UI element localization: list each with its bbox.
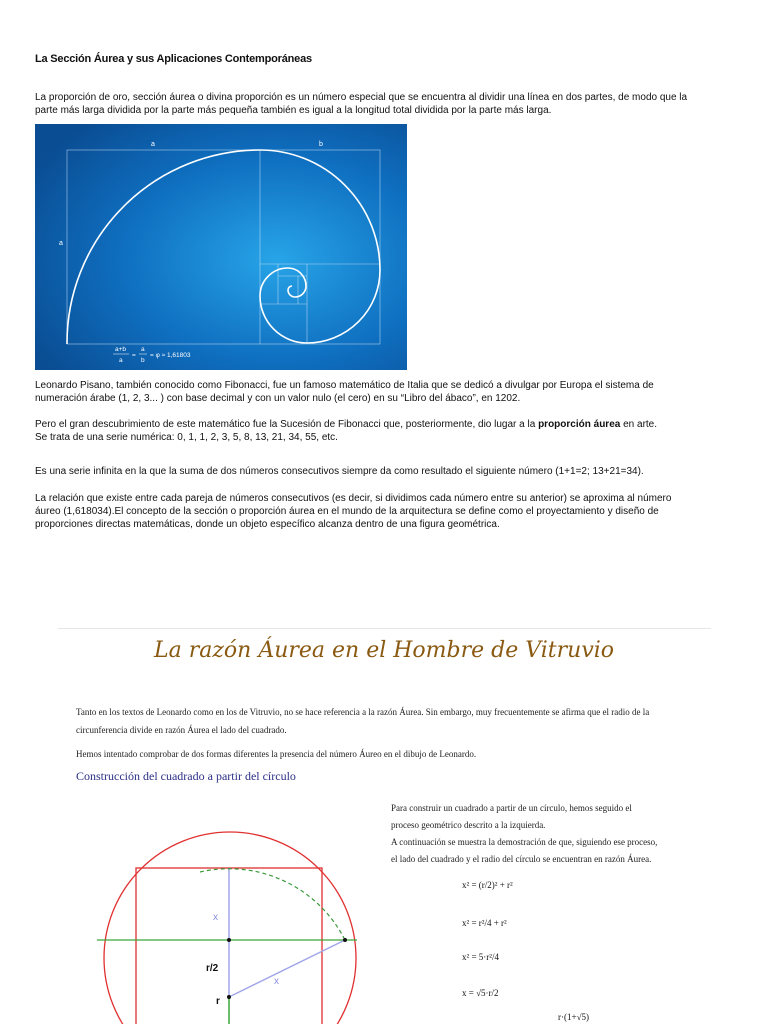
construction-description: [391, 800, 677, 868]
fibonacci-paragraph: [35, 379, 740, 405]
formula-eq-1: =: [132, 352, 136, 359]
vitruvio-text-3: Hemos intentado comprobar de dos formas diferentes la presencia del número Áureo en el dibujo de Leonardo.: [76, 749, 477, 759]
ratio-line-2: áureo (1,618034).El concepto de la sección o proporción áurea en el mundo de la arquitectura se define como el proyectamiento y diseño de: [35, 506, 659, 517]
vitruvio-intro: [76, 703, 696, 739]
intro-line-1: La proporción de oro, sección áurea o divina proporción es un número especial que se encuentra al dividir una línea en dos partes, de modo que la: [35, 92, 688, 103]
vitruvio-line-1: Tanto en los textos de Leonardo como en los de Vitruvio, no se hace referencia a la razón Áurea. Sin embargo, muy frecuentemente se afirma que el radio de la: [76, 707, 650, 717]
label-r-half: r/2: [206, 963, 219, 974]
bold-phrase: proporción áurea: [538, 419, 621, 430]
sequence-line-1: Pero el gran descubrimiento de este matemático fue la Sucesión de Fibonacci que, posteriormente, dio lugar a la proporción áurea en arte.: [35, 419, 658, 430]
formula-3: x² = 5·r²/4: [462, 952, 499, 962]
desc-line-4: el lado del cuadrado y el radio del círculo se encuentran en razón Áurea.: [391, 854, 652, 864]
formula-num-1: a+b: [115, 346, 127, 353]
fibonacci-line-1: Leonardo Pisano, también conocido como Fibonacci, fue un famoso matemático de Italia que se dedicó a divulgar por Europa el sistema de: [35, 380, 654, 391]
label-x-1: x: [213, 912, 218, 923]
desc-line-3: A continuación se muestra la demostración de que, siguiendo ese proceso,: [391, 837, 658, 847]
formula-2: x² = r²/4 + r²: [462, 918, 507, 928]
formula-5: r·(1+√5): [558, 1012, 590, 1022]
ratio-paragraph: [35, 492, 740, 531]
vitruvio-title: La razón Áurea en el Hombre de Vitruvio: [153, 638, 615, 663]
desc-line-2: proceso geométrico descrito a la izquierda.: [391, 820, 546, 830]
label-a-top: a: [151, 141, 155, 148]
construction-subtitle: Construcción del cuadrado a partir del círculo: [76, 769, 296, 783]
formula-num-2: a: [141, 346, 145, 353]
document-title: La Sección Áurea y sus Aplicaciones Contemporáneas: [35, 53, 312, 65]
dashed-arc: [200, 869, 345, 940]
fibonacci-line-2: numeración árabe (1, 2, 3... ) con base decimal y con un valor nulo (el cero) en su “Libro del ábaco”, en 1202.: [35, 393, 521, 404]
series-paragraph: Es una serie infinita en la que la suma de dos números consecutivos siempre da como resultado el siguiente número (1+1=2; 13+21=34).: [35, 466, 644, 477]
diagonal-line: [229, 940, 345, 997]
intro-paragraph: [35, 91, 740, 117]
label-r: r: [216, 996, 220, 1007]
circle: [104, 832, 356, 1024]
formula-4: x = √5·r/2: [462, 988, 499, 998]
desc-line-1: Para construir un cuadrado a partir de un círculo, hemos seguido el: [391, 803, 632, 813]
label-b-top: b: [319, 141, 323, 148]
formula-tail: = φ ≈ 1,61803: [150, 352, 191, 359]
golden-spiral-image: [35, 124, 407, 370]
circle-square-diagram: [92, 800, 362, 1024]
sequence-line-2: Se trata de una serie numérica: 0, 1, 1, 2, 3, 5, 8, 13, 21, 34, 55, etc.: [35, 432, 338, 443]
label-a-side: a: [59, 240, 63, 247]
section-divider: [58, 628, 711, 629]
sequence-paragraph: [35, 418, 740, 444]
ratio-line-1: La relación que existe entre cada pareja de números consecutivos (es decir, si dividimos cada número entre su anterior) se aproxima al número: [35, 493, 672, 504]
formula-den-1: a: [119, 357, 123, 364]
ratio-line-3: proporciones directas matemáticas, donde un objeto específico alcanza dentro de una figura geométrica.: [35, 519, 500, 530]
intro-line-2: parte más larga dividida por la parte más pequeña también es igual a la longitud total dividida por la parte más larga.: [35, 105, 552, 116]
formula-1: x² = (r/2)² + r²: [462, 880, 513, 890]
formula-den-2: b: [141, 357, 145, 364]
vitruvio-line-2: circunferencia divide en razón Áurea el lado del cuadrado.: [76, 725, 287, 735]
label-x-2: x: [274, 976, 279, 987]
